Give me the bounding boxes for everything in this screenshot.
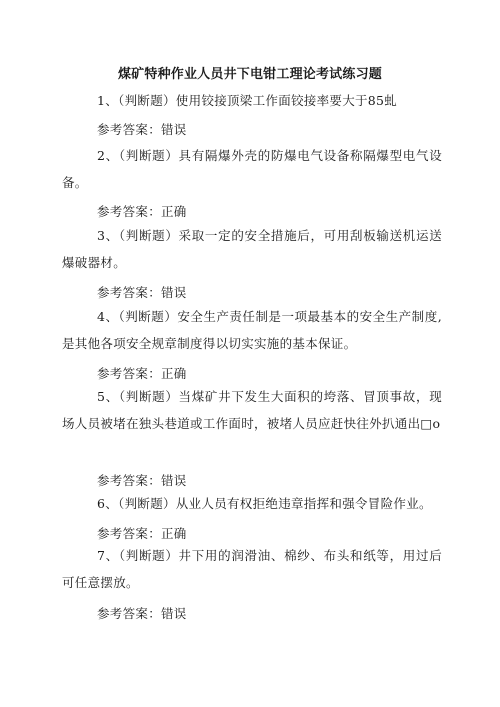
answer-6: 参考答案：正确 [97, 526, 187, 541]
question-5: 5、（判断题）当煤矿井下发生大面积的垮落、冒顶事故，现场人员被堵在独头巷道或工作面时，被堵人员应赶快往外扒通出□o [62, 389, 442, 431]
question-6: 6、（判断题）从业人员有权拒绝违章指挥和强令冒险作业。 [97, 496, 432, 511]
question-3: 3、（判断题）采取一定的安全措施后，可用刮板输送机运送爆破器材。 [62, 228, 442, 270]
question-4: 4、（判断题）安全生产责任制是一项最基本的安全生产制度,是其他各项安全规章制度得以切实实施的基本保证。 [62, 309, 442, 351]
question-1: 1、（判断题）使用铰接顶梁工作面铰接率要大于85虬 [97, 93, 398, 108]
answer-1: 参考答案：错误 [97, 122, 187, 137]
answer-5: 参考答案：错误 [97, 473, 187, 488]
answer-2: 参考答案：正确 [97, 204, 187, 219]
answer-3: 参考答案：错误 [97, 285, 187, 300]
document-title: 煤矿特种作业人员井下电钳工理论考试练习题 [117, 67, 382, 82]
question-7: 7、（判断题）井下用的润滑油、棉纱、布头和纸等，用过后可任意摆放。 [62, 548, 442, 590]
answer-7: 参考答案：错误 [97, 606, 187, 621]
question-2: 2、（判断题）具有隔爆外壳的防爆电气设备称隔爆型电气设备。 [62, 148, 442, 190]
answer-4: 参考答案：正确 [97, 366, 187, 381]
